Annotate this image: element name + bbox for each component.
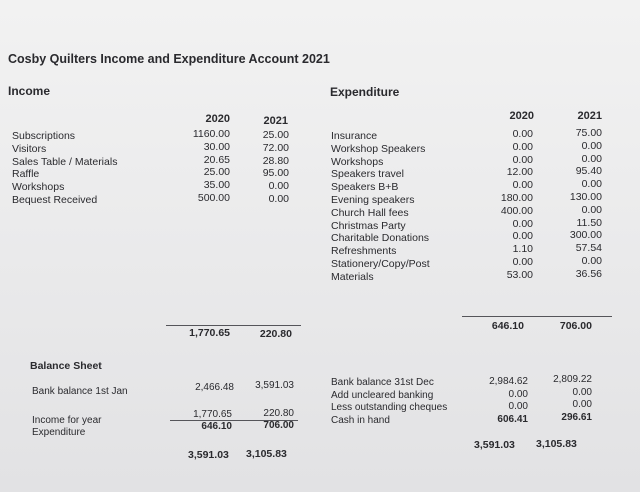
balance-right-row-label: Cash in hand <box>331 414 390 426</box>
income-row-label: Raffle <box>12 168 40 181</box>
balance-right-row-label: Bank balance 31st Dec <box>331 377 434 388</box>
income-year-2020: 2020 <box>205 113 230 125</box>
expenditure-row-value-2021: 75.00 <box>575 127 602 139</box>
expenditure-total-2021: 706.00 <box>559 320 592 332</box>
expenditure-year-2021: 2021 <box>577 110 602 122</box>
expenditure-row-value-2021: 95.40 <box>575 165 602 178</box>
income-row-label: Bequest Received <box>12 193 98 206</box>
expenditure-row-label: Workshops <box>331 155 384 168</box>
income-row-value-2020: 30.00 <box>203 140 230 153</box>
expenditure-row-value-2020: 12.00 <box>506 166 533 179</box>
expenditure-row-value-2021: 0.00 <box>581 203 602 216</box>
balance-right-row-label: Less outstanding cheques <box>331 402 448 413</box>
balance-bank-open-2021: 3,591.03 <box>255 380 294 391</box>
income-year-2021: 2021 <box>263 115 288 127</box>
income-total-rule <box>166 325 301 326</box>
balance-right-row-label: Add uncleared banking <box>331 389 434 401</box>
expenditure-total-2020: 646.10 <box>491 320 524 332</box>
balance-expenditure-2021: 706.00 <box>263 420 294 431</box>
expenditure-row-label: Church Hall fees <box>331 206 409 219</box>
expenditure-row-value-2021: 57.54 <box>575 242 602 255</box>
balance-income-year-label: Income for year <box>32 415 102 426</box>
income-row-value-2021: 28.80 <box>262 154 289 167</box>
balance-right-row-value-2020: 2,984.62 <box>489 376 528 387</box>
expenditure-row-value-2021: 0.00 <box>581 254 602 267</box>
income-row-value-2020: 500.00 <box>197 191 230 204</box>
expenditure-year-2020: 2020 <box>509 110 534 122</box>
expenditure-row-value-2020: 0.00 <box>512 128 533 140</box>
expenditure-row-value-2021: 11.50 <box>576 216 602 229</box>
expenditure-row-value-2021: 0.00 <box>581 178 602 191</box>
income-row-value-2021: 72.00 <box>262 141 289 154</box>
income-row-label: Visitors <box>12 142 47 155</box>
expenditure-row-label: Insurance <box>331 130 378 142</box>
balance-bank-open-2020: 2,466.48 <box>195 382 234 393</box>
balance-right-row-value-2020: 0.00 <box>508 388 528 400</box>
income-row-value-2020: 20.65 <box>203 153 230 166</box>
balance-right-values-2021 <box>540 374 592 424</box>
income-total-2020: 1,770.65 <box>189 327 230 339</box>
expenditure-total-rule <box>462 316 612 317</box>
expenditure-row-label: Charitable Donations <box>331 232 430 245</box>
expenditure-row-value-2020: 0.00 <box>512 140 533 153</box>
balance-expenditure-2020: 646.10 <box>201 421 232 432</box>
expenditure-row-label: Materials <box>331 270 374 283</box>
balance-sheet-heading: Balance Sheet <box>30 360 102 372</box>
income-row-value-2020: 35.00 <box>203 179 230 192</box>
income-row-value-2020: 25.00 <box>203 166 230 179</box>
balance-right-labels <box>331 377 447 427</box>
expenditure-values-2020 <box>480 128 533 282</box>
income-row-value-2021: 95.00 <box>262 167 289 180</box>
income-row-value-2021: 0.00 <box>268 180 289 193</box>
expenditure-values-2021 <box>546 127 602 281</box>
income-row-label: Sales Table / Materials <box>12 155 118 168</box>
expenditure-row-value-2020: 0.00 <box>512 217 533 230</box>
balance-right-row-value-2021: 0.00 <box>572 386 592 398</box>
balance-right-values-2020 <box>476 376 528 426</box>
expenditure-heading: Expenditure <box>330 85 400 99</box>
expenditure-row-value-2020: 0.00 <box>512 255 533 268</box>
income-row-value-2021: 0.00 <box>268 192 289 205</box>
expenditure-labels <box>331 130 430 284</box>
expenditure-row-label: Speakers B+B <box>331 181 399 194</box>
balance-right-row-value-2021: 0.00 <box>572 399 592 410</box>
balance-left-total-2020: 3,591.03 <box>188 449 229 461</box>
balance-right-total-2020: 3,591.03 <box>474 439 515 451</box>
income-labels <box>12 130 117 207</box>
expenditure-row-value-2021: 0.00 <box>581 152 602 165</box>
income-row-value-2021: 25.00 <box>262 129 289 141</box>
balance-right-row-value-2020: 0.00 <box>508 401 528 412</box>
expenditure-row-label: Stationery/Copy/Post <box>331 257 430 270</box>
balance-right-row-value-2020: 606.41 <box>497 413 528 425</box>
expenditure-row-value-2020: 53.00 <box>506 268 533 281</box>
expenditure-row-label: Refreshments <box>331 245 397 258</box>
income-heading: Income <box>8 84 51 98</box>
expenditure-row-value-2021: 130.00 <box>569 190 602 203</box>
balance-left-total-2021: 3,105.83 <box>246 448 287 460</box>
income-values-2021 <box>232 129 289 206</box>
balance-bank-open-label: Bank balance 1st Jan <box>32 386 128 397</box>
expenditure-row-label: Evening speakers <box>331 193 415 206</box>
document-title: Cosby Quilters Income and Expenditure Account 2021 <box>8 52 330 66</box>
expenditure-row-value-2020: 400.00 <box>500 204 533 217</box>
expenditure-row-value-2021: 36.56 <box>575 267 602 280</box>
expenditure-row-label: Christmas Party <box>331 219 406 232</box>
income-row-value-2020: 1160.00 <box>192 128 230 140</box>
balance-income-year-2020: 1,770.65 <box>193 409 232 420</box>
expenditure-row-label: Speakers travel <box>331 168 404 181</box>
income-total-2021: 220.80 <box>259 328 292 340</box>
expenditure-row-value-2020: 1.10 <box>512 243 533 256</box>
balance-right-row-value-2021: 296.61 <box>561 411 592 423</box>
expenditure-row-label: Workshop Speakers <box>331 142 426 155</box>
income-values-2020 <box>170 128 230 205</box>
balance-income-year-2021: 220.80 <box>263 408 294 419</box>
expenditure-row-value-2020: 0.00 <box>512 153 533 166</box>
expenditure-row-value-2020: 0.00 <box>512 230 533 243</box>
income-row-label: Workshops <box>12 181 65 194</box>
expenditure-row-value-2021: 0.00 <box>581 139 602 152</box>
balance-right-total-2021: 3,105.83 <box>536 438 577 450</box>
expenditure-row-value-2020: 180.00 <box>500 191 533 204</box>
income-row-label: Subscriptions <box>12 130 76 142</box>
balance-expenditure-label: Expenditure <box>32 427 86 438</box>
balance-right-row-value-2021: 2,809.22 <box>553 374 592 385</box>
expenditure-row-value-2020: 0.00 <box>512 179 533 192</box>
expenditure-row-value-2021: 300.00 <box>569 229 602 242</box>
